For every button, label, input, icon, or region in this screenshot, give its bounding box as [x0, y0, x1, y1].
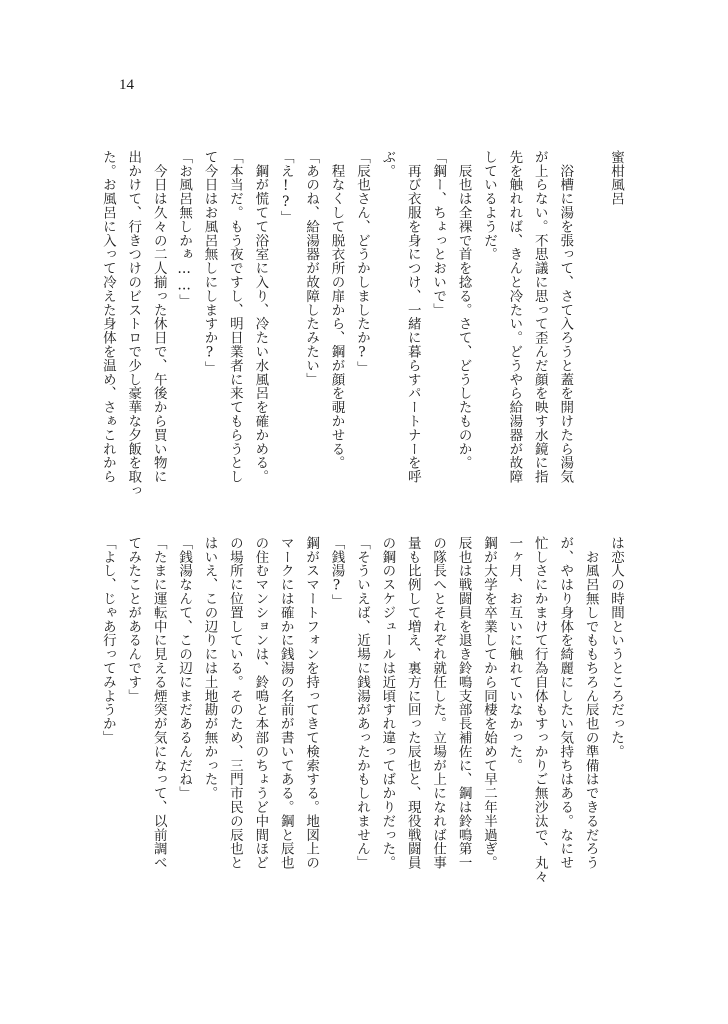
text-line: は恋人の時間というところだった。 — [608, 536, 624, 759]
text-line: 今日は久々の二人揃った休日で、午後から買い物に — [150, 150, 167, 484]
text-line: 一ヶ月、お互いに触れていなかった。 — [506, 536, 523, 773]
page-number: 14 — [119, 77, 134, 93]
text-line: しているようだ。 — [480, 150, 497, 262]
text-line: の鋼のスケジュールは近頃すれ違ってばかりだった。 — [379, 536, 396, 870]
text-line: 「鋼ー、ちょっとおいで」 — [430, 150, 447, 317]
text-line: マークには確かに銭湯の名前が書いてある。鋼と辰也 — [277, 536, 294, 870]
text-line: てみたことがあるんです」 — [125, 536, 142, 703]
text-line: お風呂無しでももちろん辰也の準備はできるだろう — [582, 536, 599, 870]
text-line: 「辰也さん、どうかしましたか?」 — [353, 150, 370, 375]
chapter-title: 蜜柑風呂 — [608, 150, 624, 206]
text-line: た。お風呂に入って冷えた身体を温め、さぁこれから — [99, 150, 116, 484]
text-line: が上らない。不思議に思って歪んだ顔を映す水鏡に指 — [531, 150, 548, 484]
text-line: 再び衣服を身につけ、一緒に暮らすパートナーを呼 — [404, 150, 421, 484]
text-line: はいえ、この辺りには土地勘が無かった。 — [201, 536, 218, 801]
text-line: 出かけて、行きつけのビストロで少し豪華な夕飯を取っ — [125, 150, 142, 498]
text-line: 浴槽に湯を張って、さて入ろうと蓋を開けたら湯気 — [557, 150, 574, 484]
text-line: 「本当だ。もう夜ですし、明日業者に来てもらうとし — [226, 150, 243, 484]
text-line: 「え!?」 — [277, 150, 294, 225]
text-line: が、やはり身体を綺麗にしたい気持ちはある。なにせ — [557, 536, 574, 870]
text-line: 「よし、じゃあ行ってみようか」 — [99, 536, 116, 745]
text-line: 程なくして脱衣所の扉から、鋼が顔を覗かせる。 — [328, 150, 345, 470]
text-line: 「銭湯なんて、この辺にまだあるんだね」 — [176, 536, 193, 801]
text-line: 鋼が慌てて浴室に入り、冷たい水風呂を確かめる。 — [252, 150, 269, 484]
text-line — [577, 150, 602, 520]
text-line: 「銭湯?」 — [328, 536, 345, 608]
text-line: 鋼がスマートフォンを持ってきて検索する。地図上の — [303, 536, 320, 870]
text-line: ぶ。 — [379, 150, 396, 178]
text-line: の場所に位置している。そのため、三門市民の辰也と — [226, 536, 243, 870]
text-line: の住むマンションは、鈴鳴と本部のちょうど中間ほど — [252, 536, 269, 870]
text-line: の隊長へとそれぞれ就任した。立場が上になれば仕事 — [430, 536, 447, 870]
text-line: 忙しさにかまけて行為自体もすっかりご無沙汰で、丸々 — [531, 536, 548, 884]
text-line: 量も比例して増え、裏方に回った辰也と、現役戦闘員 — [404, 536, 421, 870]
upper-text-block — [94, 150, 628, 520]
text-line: 鋼が大学を卒業してから同棲を始めて早二年半過ぎ。 — [480, 536, 497, 870]
lower-text-block — [94, 536, 628, 884]
text-line: 「あのね、給湯器が故障したみたい」 — [303, 150, 320, 387]
text-line: 「たまに運転中に見える煙突が気になって、以前調べ — [150, 536, 167, 870]
text-line: 「そういえば、近場に銭湯があったかもしれません」 — [353, 536, 370, 870]
text-line: 先を触れれば、きんと冷たい。どうやら給湯器が故障 — [506, 150, 523, 484]
text-line: 辰也は戦闘員を退き鈴鳴支部長補佐に、鋼は鈴鳴第一 — [455, 536, 472, 870]
text-line: て今日はお風呂無しにしますか?」 — [201, 150, 218, 375]
text-line: 辰也は全裸で首を捻る。さて、どうしたものか。 — [455, 150, 472, 470]
text-line: 「お風呂無しかぁ……」 — [176, 150, 193, 308]
